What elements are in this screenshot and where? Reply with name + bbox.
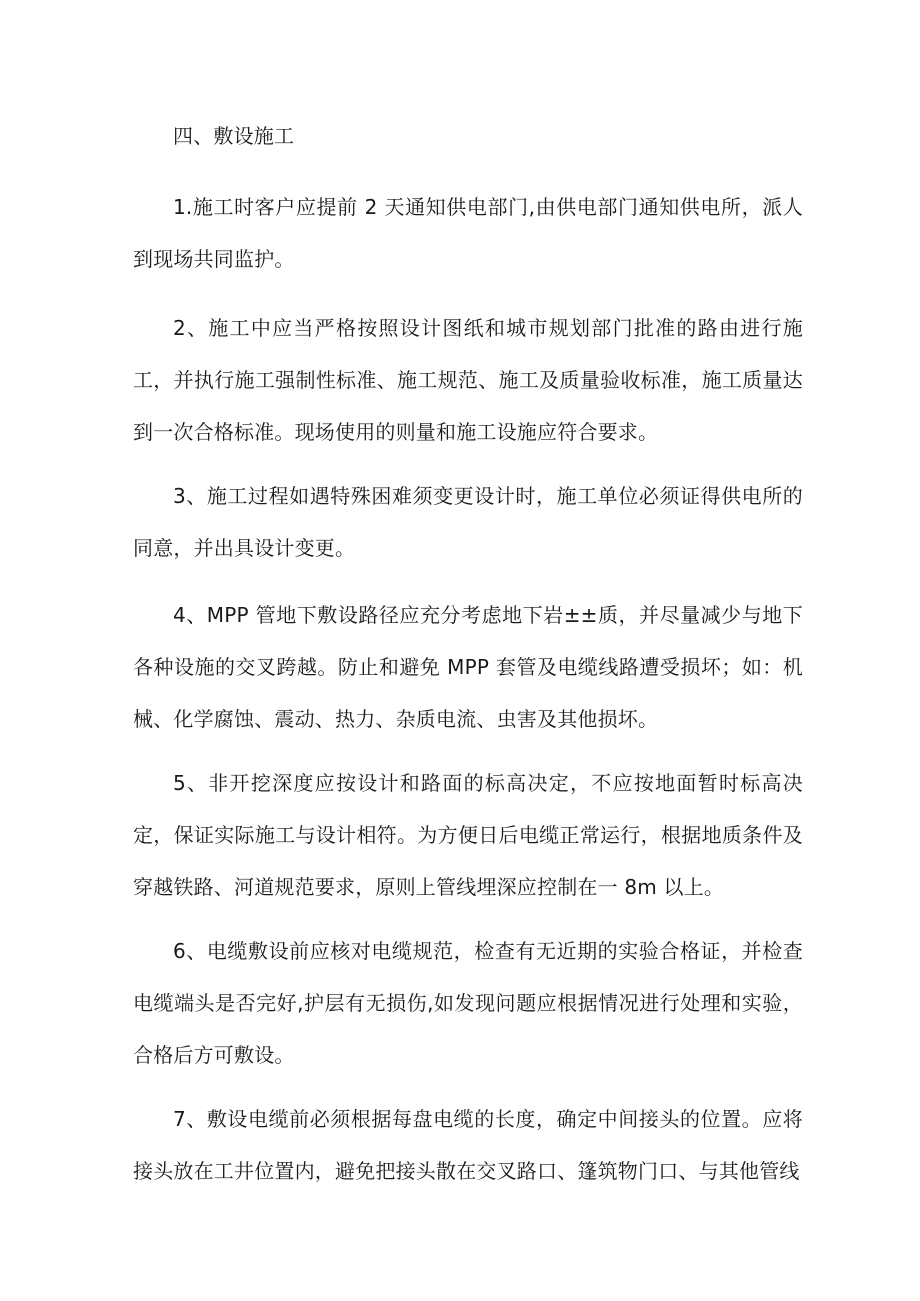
section-title: 四、敷设施工 <box>173 124 295 148</box>
paragraph-6: 6、电缆敷设前应核对电缆规范，检查有无近期的实验合格证，并检查电缆端头是否完好,护层有无损伤,如发现问题应根据情况进行处理和实验，合格后方可敷设。 <box>133 939 803 1067</box>
paragraph-7: 7、敷设电缆前必须根据每盘电缆的长度，确定中间接头的位置。应将接头放在工井位置内，避免把接头散在交叉路口、篷筑物门口、与其他管线 <box>133 1107 803 1183</box>
paragraph-1: 1.施工时客户应提前 2 天通知供电部门,由供电部门通知供电所，派人到现场共同监护。 <box>133 195 803 271</box>
paragraph-3: 3、施工过程如遇特殊困难须变更设计时，施工单位必须证得供电所的同意，并出具设计变更。 <box>133 484 803 560</box>
paragraph-4: 4、MPP 管地下敷设路径应充分考虑地下岩±±质，并尽量减少与地下各种设施的交叉跨越。防止和避免 MPP 套管及电缆线路遭受损坏；如：机械、化学腐蚀、震动、热力、杂质电流、虫害及其他损坏。 <box>133 603 803 731</box>
paragraph-5: 5、非开挖深度应按设计和路面的标高决定，不应按地面暂时标高决定，保证实际施工与设计相符。为方便日后电缆正常运行，根据地质条件及穿越铁路、河道规范要求，原则上管线埋深应控制在一 8m 以上。 <box>133 771 803 899</box>
paragraph-2: 2、施工中应当严格按照设计图纸和城市规划部门批准的路由进行施工，并执行施工强制性标准、施工规范、施工及质量验收标准，施工质量达到一次合格标准。现场使用的则量和施工设施应符合要求。 <box>133 316 803 444</box>
